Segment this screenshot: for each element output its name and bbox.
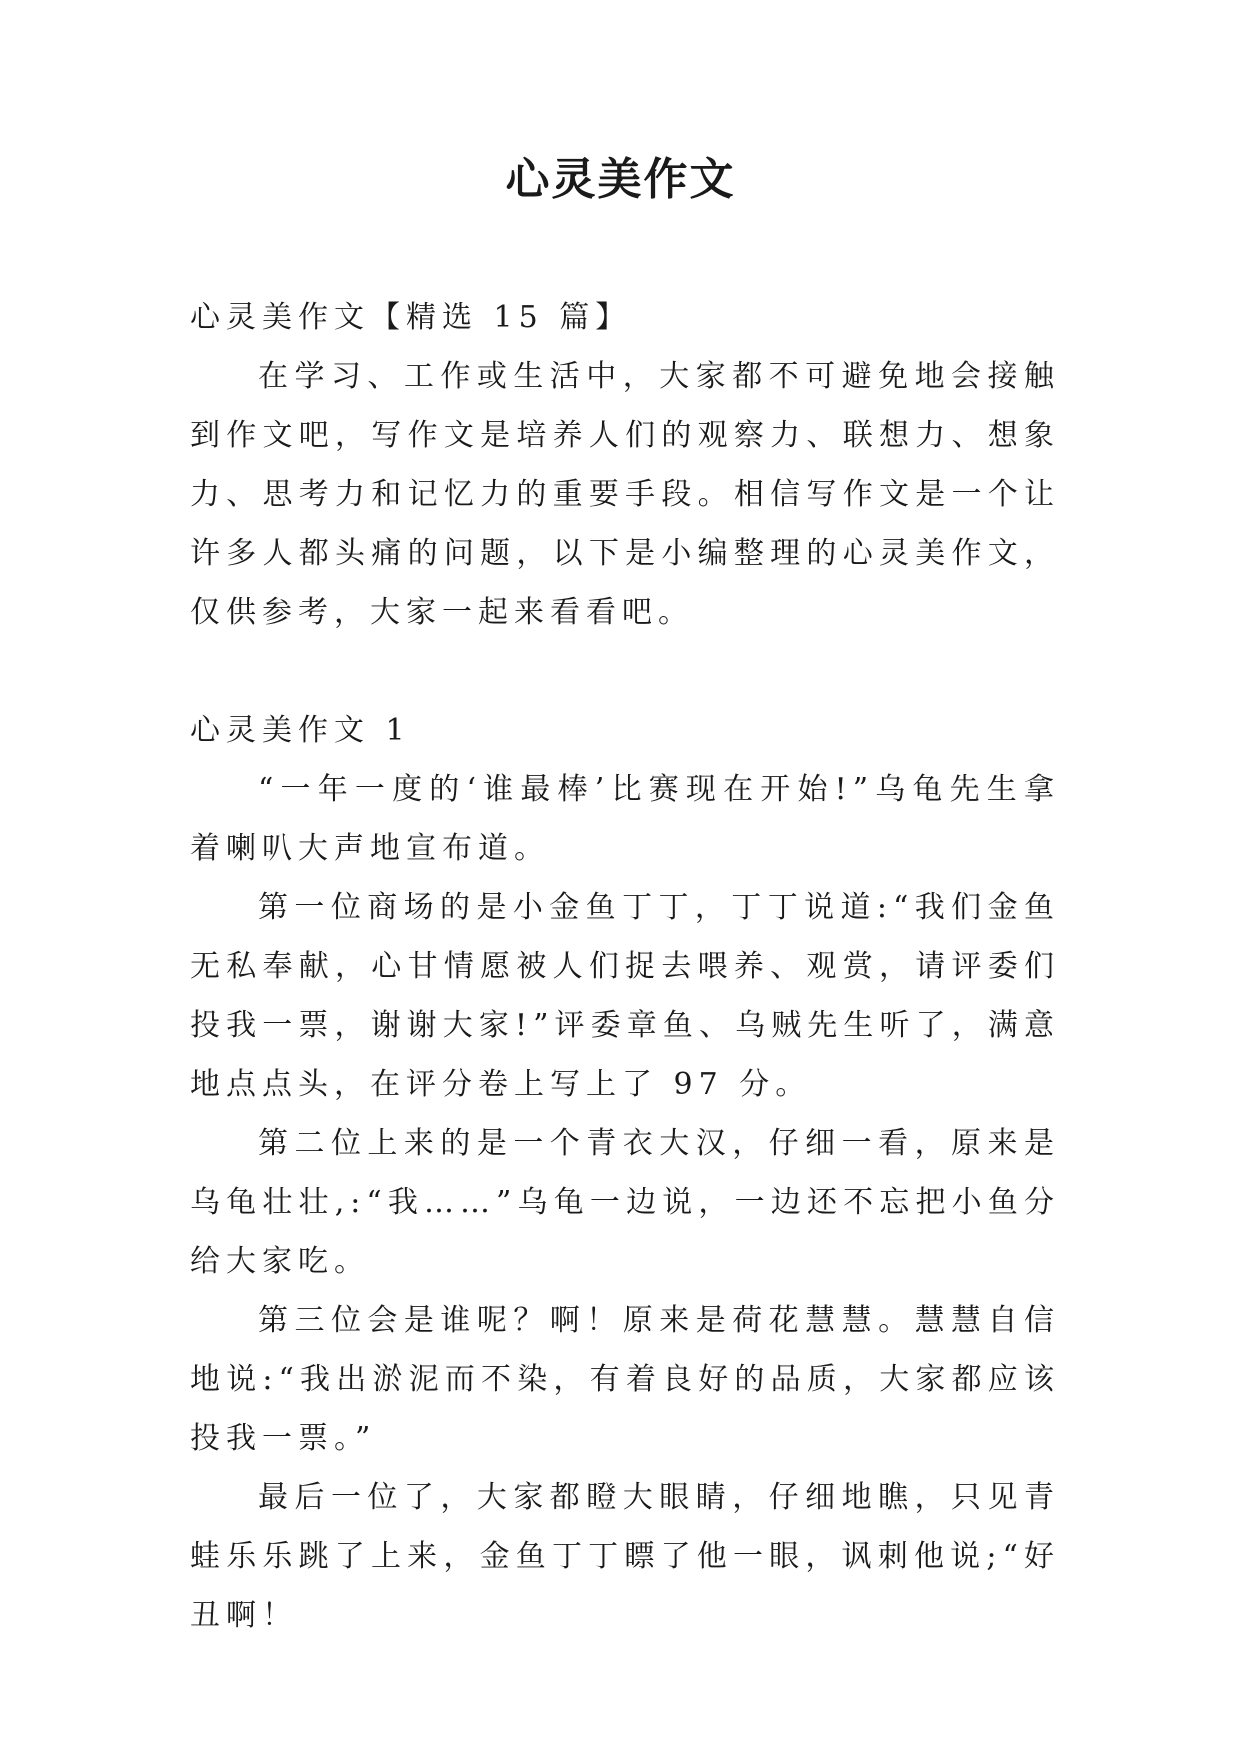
body-paragraph: “一年一度的‘谁最棒’比赛现在开始!”乌龟先生拿着喇叭大声地宣布道。 — [190, 772, 1060, 866]
body-paragraph: 第三位会是谁呢？啊！原来是荷花慧慧。慧慧自信地说:“我出淤泥而不染，有着良好的品质，大家都应该投我一票。” — [190, 1303, 1060, 1456]
section-spacer — [190, 642, 1060, 701]
body-paragraph: 第二位上来的是一个青衣大汉，仔细一看，原来是乌龟壮壮,:“我……”乌龟一边说，一边还不忘把小鱼分给大家吃。 — [190, 1126, 1060, 1279]
section-heading: 心灵美作文 1 — [190, 713, 411, 748]
body-paragraph: 第一位商场的是小金鱼丁丁，丁丁说道:“我们金鱼无私奉献，心甘情愿被人们捉去喂养、观赏，请评委们投我一票，谢谢大家!”评委章鱼、乌贼先生听了，满意地点点头，在评分卷上写上了 97 分。 — [190, 890, 1060, 1102]
document-subtitle: 心灵美作文【精选 15 篇】 — [190, 300, 632, 335]
document-body — [190, 288, 1060, 1645]
intro-paragraph: 在学习、工作或生活中，大家都不可避免地会接触到作文吧，写作文是培养人们的观察力、联想力、想象力、思考力和记忆力的重要手段。相信写作文是一个让许多人都头痛的问题，以下是小编整理的心灵美作文，仅供参考，大家一起来看看吧。 — [190, 359, 1060, 630]
document-title: 心灵美作文 — [505, 154, 736, 205]
body-paragraph: 最后一位了，大家都瞪大眼睛，仔细地瞧，只见青蛙乐乐跳了上来，金鱼丁丁瞟了他一眼，讽刺他说;“好丑啊！ — [190, 1480, 1060, 1633]
